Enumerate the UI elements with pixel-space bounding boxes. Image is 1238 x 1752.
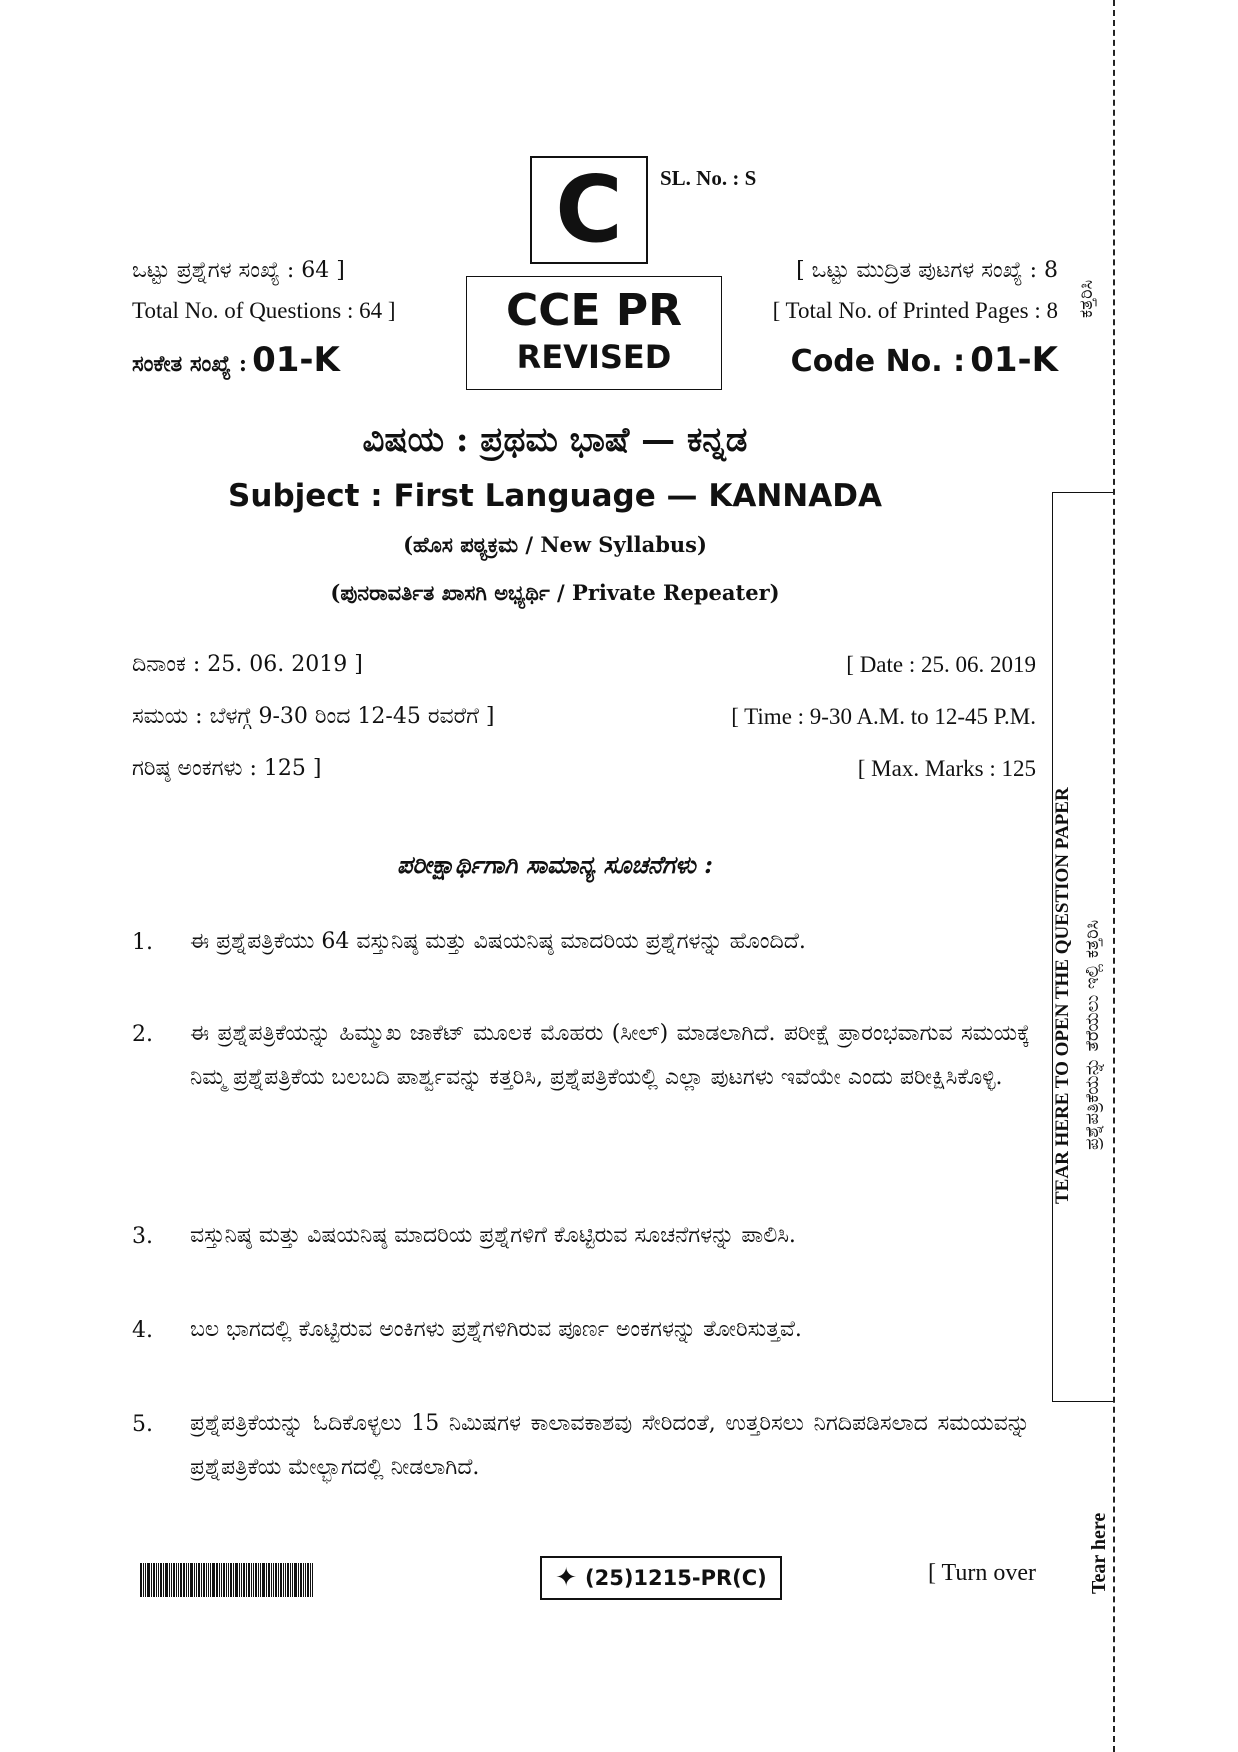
barcode-bar bbox=[253, 1563, 254, 1597]
date-en: [ Date : 25. 06. 2019 bbox=[846, 652, 1036, 677]
tear-here-instruction-kn: ಪ್ರಶ್ನೆಪತ್ರಿಕೆಯನ್ನು ತೆರೆಯಲು ಇಲ್ಲಿ ಕತ್ತರಿಸಿ bbox=[1082, 919, 1103, 1150]
barcode-bar bbox=[188, 1563, 189, 1597]
turn-over-note: [ Turn over bbox=[928, 1560, 1037, 1586]
barcode-bar bbox=[268, 1563, 270, 1597]
syllabus-note: (ಹೊಸ ಪಠ್ಯಕ್ರಮ / New Syllabus) bbox=[403, 532, 707, 557]
barcode-bar bbox=[145, 1563, 146, 1597]
barcode-bar bbox=[206, 1563, 207, 1597]
tear-here-instruction-en: TEAR HERE TO OPEN THE QUESTION PAPER bbox=[1052, 787, 1073, 1204]
subject-kn: ವಿಷಯ : ಪ್ರಥಮ ಭಾಷೆ — ಕನ್ನಡ bbox=[362, 420, 748, 460]
barcode-bar bbox=[235, 1563, 238, 1597]
barcode-bar bbox=[292, 1563, 293, 1597]
barcode-bar bbox=[312, 1563, 313, 1597]
barcode-bar bbox=[310, 1563, 311, 1597]
barcode-bar bbox=[246, 1563, 247, 1597]
barcode-bar bbox=[266, 1563, 267, 1597]
barcode-bar bbox=[241, 1563, 242, 1597]
barcode-bar bbox=[194, 1563, 195, 1597]
barcode-bar bbox=[143, 1563, 144, 1597]
barcode-bar bbox=[190, 1563, 193, 1597]
barcode-bar bbox=[196, 1563, 197, 1597]
barcode-bar bbox=[258, 1563, 259, 1597]
max-marks-en: [ Max. Marks : 125 bbox=[857, 756, 1036, 781]
instruction-text: ವಸ್ತುನಿಷ್ಠ ಮತ್ತು ವಿಷಯನಿಷ್ಠ ಮಾದರಿಯ ಪ್ರಶ್ನೆಗಳಿಗೆ ಕೊಟ್ಟಿರುವ ಸೂಚನೆಗಳನ್ನು ಪಾಲಿಸಿ. bbox=[190, 1223, 796, 1248]
pages-count-en: [ Total No. of Printed Pages : 8 bbox=[772, 298, 1058, 323]
instruction-text: ಪ್ರಶ್ನೆಪತ್ರಿಕೆಯನ್ನು ಓದಿಕೊಳ್ಳಲು 15 ನಿಮಿಷಗಳ ಕಾಲಾವಕಾಶವು ಸೇರಿದಂತೆ, ಉತ್ತರಿಸಲು ನಿಗದಿಪಡಿಸಲಾದ ಸಮಯವನ್ನು ಪ್ರಶ್ನೆಪತ್ರಿಕೆಯ ಮೇಲ್ಭಾಗದಲ್ಲಿ ನೀಡಲಾಗಿದೆ. bbox=[190, 1411, 1030, 1480]
barcode-bar bbox=[180, 1563, 182, 1597]
barcode bbox=[140, 1563, 376, 1597]
barcode-bar bbox=[178, 1563, 179, 1597]
cut-label-kn: ಕತ್ತರಿಸಿ bbox=[1076, 279, 1097, 318]
barcode-bar bbox=[147, 1563, 150, 1597]
barcode-bar bbox=[210, 1563, 211, 1597]
barcode-bar bbox=[221, 1563, 222, 1597]
star-icon: ✦ bbox=[555, 1563, 578, 1593]
perforation-line bbox=[1113, 0, 1115, 1752]
barcode-bar bbox=[203, 1563, 205, 1597]
instruction-number: 4. bbox=[132, 1318, 153, 1343]
barcode-bar bbox=[298, 1563, 299, 1597]
barcode-bar bbox=[183, 1563, 185, 1597]
barcode-bar bbox=[160, 1563, 162, 1597]
barcode-bar bbox=[305, 1563, 306, 1597]
barcode-bar bbox=[280, 1563, 282, 1597]
barcode-bar bbox=[171, 1563, 172, 1597]
barcode-bar bbox=[290, 1563, 291, 1597]
serial-number: SL. No. : S bbox=[660, 166, 757, 190]
time-kn: ಸಮಯ : ಬೆಳಗ್ಗೆ 9-30 ರಿಂದ 12-45 ರವರೆಗೆ ] bbox=[132, 704, 495, 729]
barcode-bar bbox=[251, 1563, 252, 1597]
barcode-bar bbox=[248, 1563, 250, 1597]
barcode-bar bbox=[273, 1563, 274, 1597]
barcode-bar bbox=[186, 1563, 187, 1597]
paper-code-box bbox=[540, 1556, 782, 1600]
barcode-bar bbox=[255, 1563, 257, 1597]
barcode-bar bbox=[198, 1563, 200, 1597]
barcode-bar bbox=[151, 1563, 152, 1597]
instruction-text: ಈ ಪ್ರಶ್ನೆಪತ್ರಿಕೆಯು 64 ವಸ್ತುನಿಷ್ಠ ಮತ್ತು ವಿಷಯನಿಷ್ಠ ಮಾದರಿಯ ಪ್ರಶ್ನೆಗಳನ್ನು ಹೊಂದಿದೆ. bbox=[190, 929, 806, 954]
barcode-bar bbox=[275, 1563, 277, 1597]
code-number-en-value: 01-K bbox=[970, 340, 1058, 380]
time-en: [ Time : 9-30 A.M. to 12-45 P.M. bbox=[731, 704, 1036, 729]
version-box bbox=[530, 156, 648, 264]
date-kn: ದಿನಾಂಕ : 25. 06. 2019 ] bbox=[132, 652, 363, 677]
barcode-bar bbox=[303, 1563, 304, 1597]
barcode-bar bbox=[300, 1563, 302, 1597]
barcode-bar bbox=[243, 1563, 245, 1597]
barcode-bar bbox=[230, 1563, 232, 1597]
barcode-bar bbox=[153, 1563, 155, 1597]
code-number-en-label: Code No. : bbox=[790, 344, 966, 379]
barcode-bar bbox=[260, 1563, 261, 1597]
barcode-bar bbox=[283, 1563, 284, 1597]
version-letter: C bbox=[555, 156, 623, 263]
barcode-bar bbox=[156, 1563, 157, 1597]
barcode-bar bbox=[307, 1563, 309, 1597]
barcode-bar bbox=[226, 1563, 227, 1597]
scheme-box bbox=[466, 276, 722, 390]
instructions-heading: ಪರೀಕ್ಷಾರ್ಥಿಗಾಗಿ ಸಾಮಾನ್ಯ ಸೂಚನೆಗಳು : bbox=[397, 850, 713, 879]
barcode-bar bbox=[216, 1563, 218, 1597]
barcode-bar bbox=[176, 1563, 177, 1597]
barcode-bar bbox=[201, 1563, 202, 1597]
barcode-bar bbox=[278, 1563, 279, 1597]
barcode-bar bbox=[169, 1563, 170, 1597]
questions-count-kn: ಒಟ್ಟು ಪ್ರಶ್ನೆಗಳ ಸಂಖ್ಯೆ : 64 ] bbox=[132, 258, 345, 283]
code-number-kn-label: ಸಂಕೇತ ಸಂಖ್ಯೆ : bbox=[132, 351, 248, 377]
candidate-note: (ಪುನರಾವರ್ತಿತ ಖಾಸಗಿ ಅಭ್ಯರ್ಥಿ / Private Repeater) bbox=[330, 580, 780, 605]
code-number-kn bbox=[132, 340, 340, 380]
instruction-text: ಬಲ ಭಾಗದಲ್ಲಿ ಕೊಟ್ಟಿರುವ ಅಂಕಿಗಳು ಪ್ರಶ್ನೆಗಳಿಗಿರುವ ಪೂರ್ಣ ಅಂಕಗಳನ್ನು ತೋರಿಸುತ್ತವೆ. bbox=[190, 1317, 802, 1342]
barcode-bar bbox=[212, 1563, 215, 1597]
subject-en: Subject : First Language — KANNADA bbox=[228, 478, 882, 514]
barcode-bar bbox=[262, 1563, 265, 1597]
barcode-bar bbox=[158, 1563, 159, 1597]
instruction-number: 5. bbox=[132, 1412, 153, 1437]
questions-count-en: Total No. of Questions : 64 ] bbox=[132, 298, 396, 323]
barcode-bar bbox=[219, 1563, 220, 1597]
instruction-number: 1. bbox=[132, 930, 153, 955]
instruction-number: 2. bbox=[132, 1022, 153, 1047]
tear-here-label: Tear here bbox=[1088, 1512, 1110, 1594]
scheme-subtitle: REVISED bbox=[516, 338, 672, 376]
barcode-bar bbox=[163, 1563, 164, 1597]
barcode-bar bbox=[285, 1563, 286, 1597]
max-marks-kn: ಗರಿಷ್ಠ ಅಂಕಗಳು : 125 ] bbox=[132, 756, 322, 781]
barcode-bar bbox=[173, 1563, 175, 1597]
barcode-bar bbox=[294, 1563, 297, 1597]
instruction-text: ಈ ಪ್ರಶ್ನೆಪತ್ರಿಕೆಯನ್ನು ಹಿಮ್ಮುಖ ಜಾಕೆಟ್ ಮೂಲಕ ಮೊಹರು (ಸೀಲ್) ಮಾಡಲಾಗಿದೆ. ಪರೀಕ್ಷೆ ಪ್ರಾರಂಭವಾಗುವ ಸಮಯಕ್ಕೆ ನಿಮ್ಮ ಪ್ರಶ್ನೆಪತ್ರಿಕೆಯ ಬಲಬದಿ ಪಾರ್ಶ್ವವನ್ನು ಕತ್ತರಿಸಿ, ಪ್ರಶ್ನೆಪತ್ರಿಕೆಯಲ್ಲಿ ಎಲ್ಲಾ ಪುಟಗಳು ಇವೆಯೇ ಎಂದು ಪರೀಕ್ಷಿಸಿಕೊಳ್ಳಿ. bbox=[190, 1021, 1030, 1090]
code-number-en bbox=[754, 340, 1058, 380]
barcode-bar bbox=[228, 1563, 229, 1597]
barcode-bar bbox=[208, 1563, 209, 1597]
instruction-number: 3. bbox=[132, 1224, 153, 1249]
barcode-bar bbox=[271, 1563, 272, 1597]
barcode-bar bbox=[165, 1563, 168, 1597]
scheme-title: CCE PR bbox=[505, 285, 683, 336]
barcode-bar bbox=[140, 1563, 142, 1597]
barcode-bar bbox=[233, 1563, 234, 1597]
code-number-kn-value: 01-K bbox=[252, 340, 340, 380]
paper-code: (25)1215-PR(C) bbox=[585, 1566, 767, 1590]
pages-count-kn: [ ಒಟ್ಟು ಮುದ್ರಿತ ಪುಟಗಳ ಸಂಖ್ಯೆ : 8 bbox=[796, 258, 1058, 283]
barcode-bar bbox=[223, 1563, 225, 1597]
barcode-bar bbox=[287, 1563, 289, 1597]
barcode-bar bbox=[239, 1563, 240, 1597]
